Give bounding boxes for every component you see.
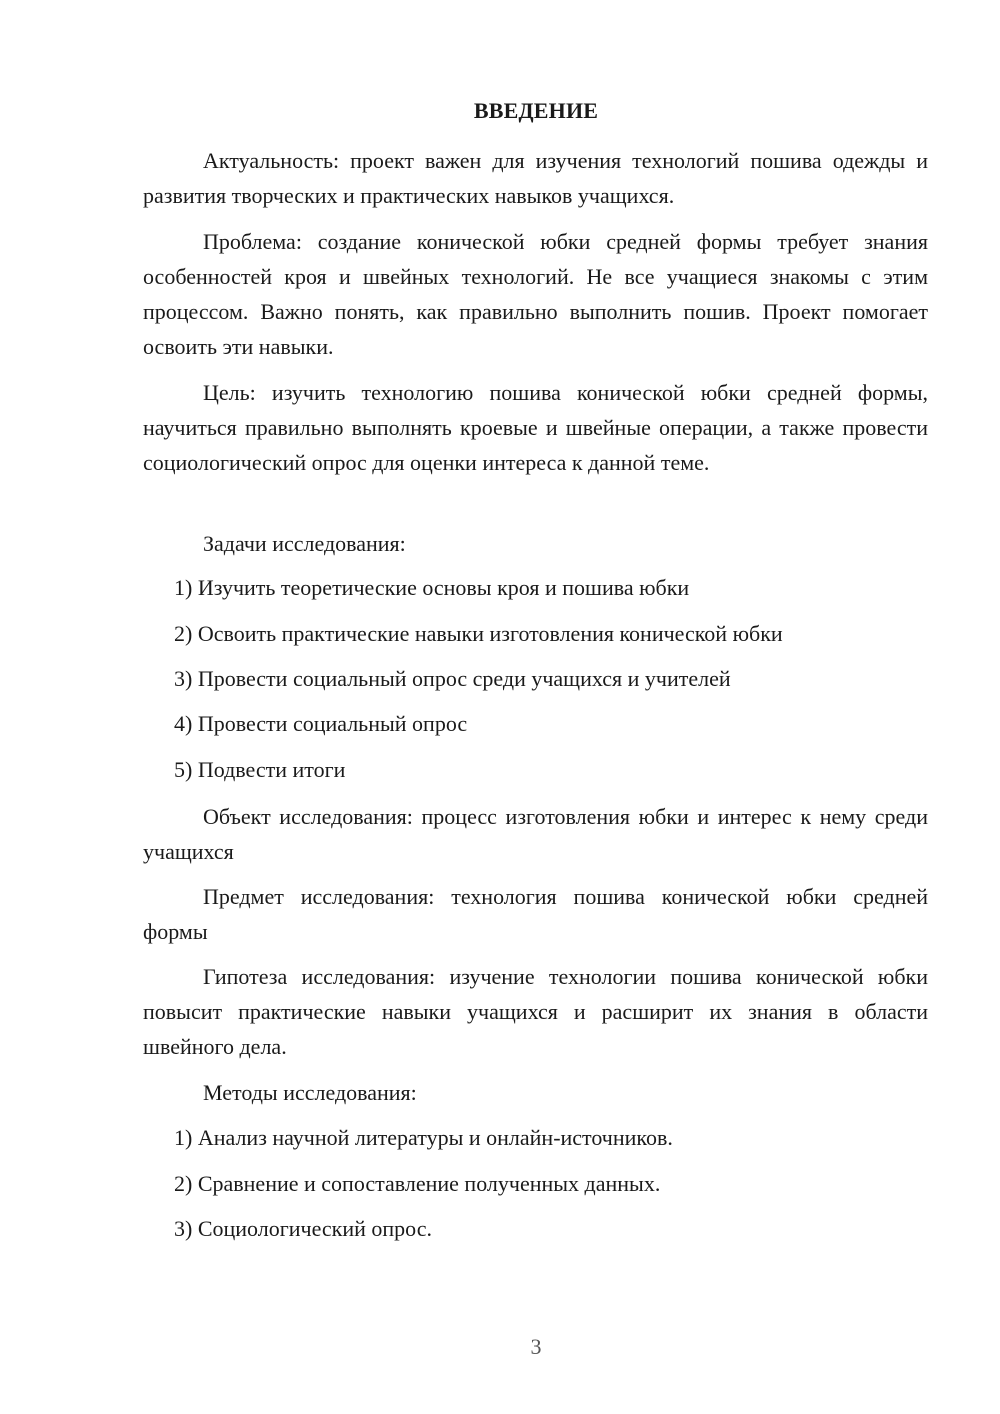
task-item-1: 1) Изучить теоретические основы кроя и пошива юбки [174,575,690,600]
task-item-2: 2) Освоить практические навыки изготовления конической юбки [174,621,783,646]
task-item-5: 5) Подвести итоги [174,757,346,782]
page-number: 3 [530,1334,542,1359]
method-item-2: 2) Сравнение и сопоставление полученных данных. [174,1171,661,1196]
task-item-3: 3) Провести социальный опрос среди учащихся и учителей [174,666,731,691]
relevance-paragraph: Актуальность: проект важен для изучения технологий пошива одежды и развития творческих и практических навыков учащихся. [143,148,928,208]
object-paragraph: Объект исследования: процесс изготовления юбки и интерес к нему среди учащихся [143,804,928,864]
task-item-4: 4) Провести социальный опрос [174,711,468,736]
subject-paragraph: Предмет исследования: технология пошива конической юбки средней формы [143,884,928,944]
goal-paragraph: Цель: изучить технологию пошива конической юбки средней формы, научиться правильно выполнять кроевые и швейные операции, а также провести социологический опрос для оценки интереса к данной теме. [143,380,928,475]
section-heading: ВВЕДЕНИЕ [473,98,599,123]
method-item-3: 3) Социологический опрос. [174,1216,432,1241]
problem-paragraph: Проблема: создание конической юбки средней формы требует знания особенностей кроя и швейных технологий. Не все учащиеся знакомы с этим процессом. Важно понять, как правильно выполнить пошив. Проект помогает освоить эти навыки. [143,229,928,359]
method-item-1: 1) Анализ научной литературы и онлайн-источников. [174,1125,673,1150]
tasks-title: Задачи исследования: [203,531,406,556]
hypothesis-paragraph: Гипотеза исследования: изучение технологии пошива конической юбки повысит практические навыки учащихся и расширит их знания в области швейного дела. [143,964,928,1059]
methods-title: Методы исследования: [203,1080,417,1105]
